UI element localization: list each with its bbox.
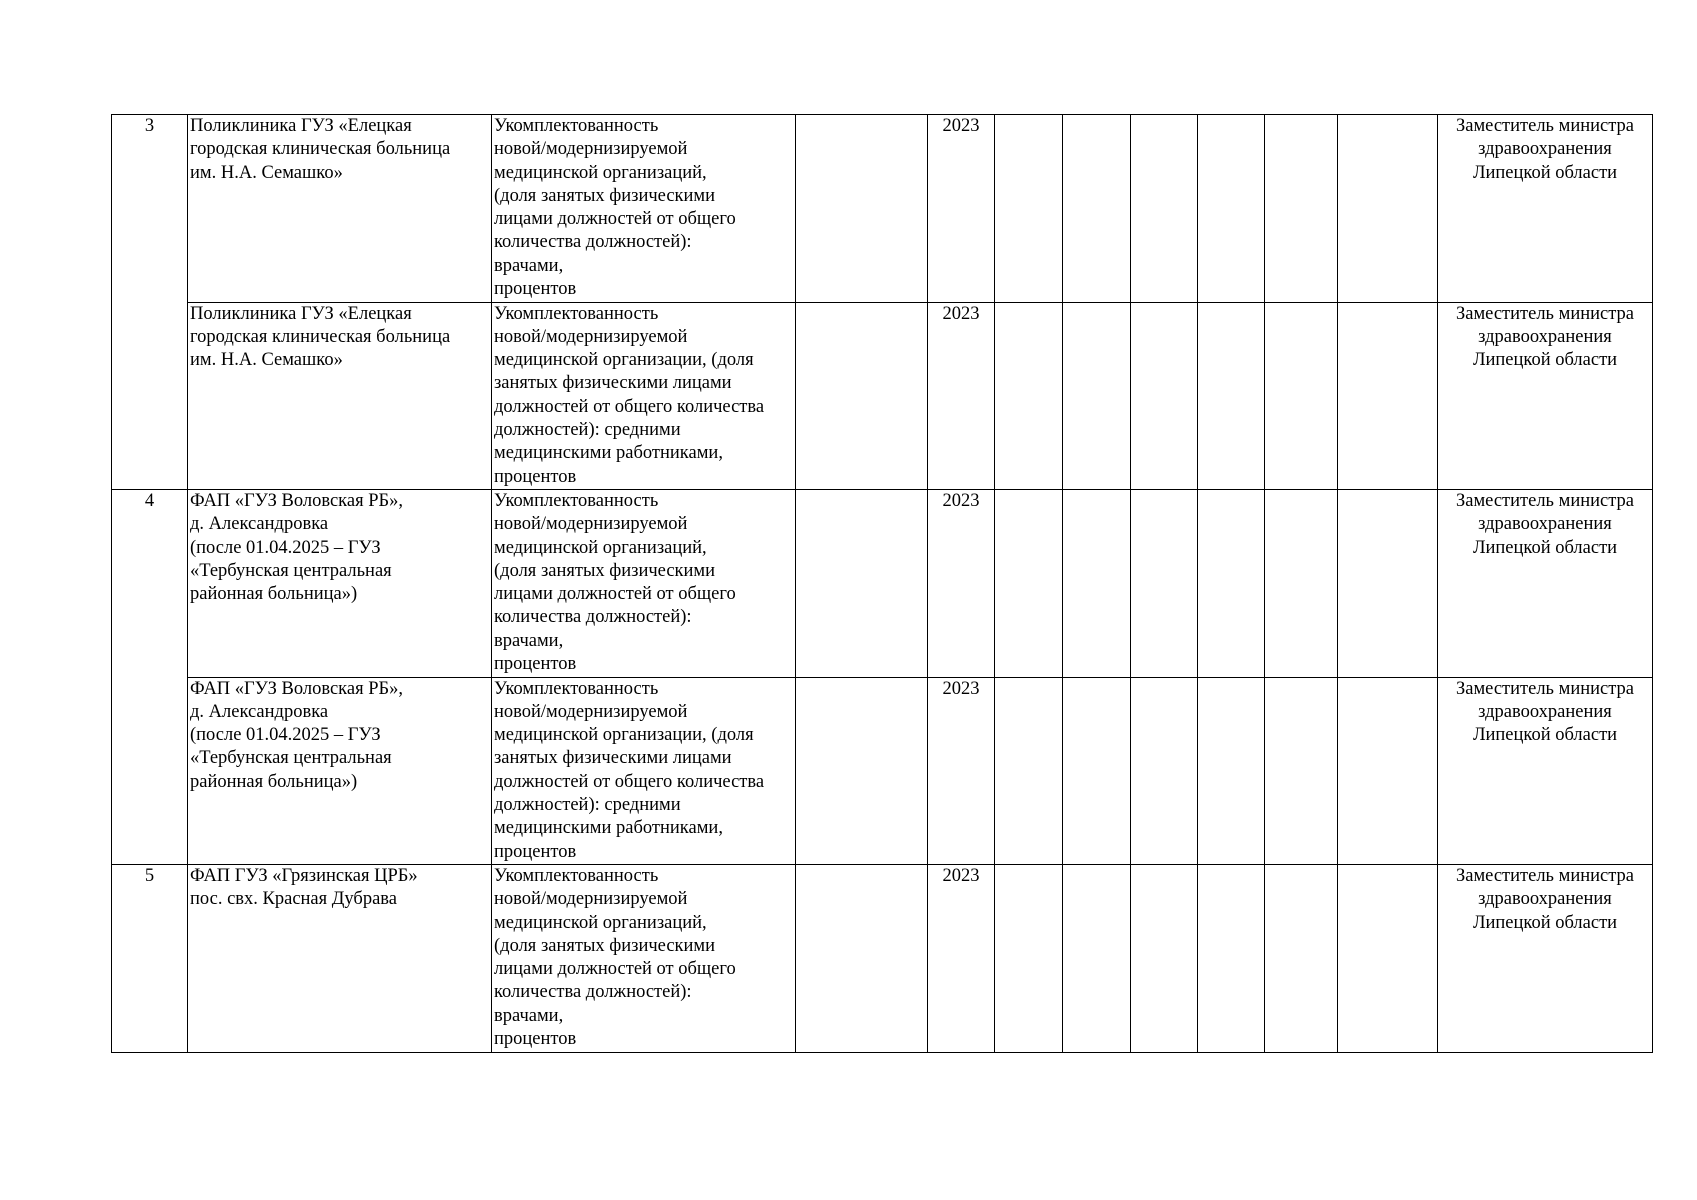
empty-cell — [1265, 490, 1338, 678]
empty-cell — [1265, 677, 1338, 865]
empty-cell — [1338, 490, 1438, 678]
indicator-cell: Укомплектованность новой/модернизируемой медицинской организаций, (доля занятых физическими лицами должностей от общего количества должностей): врачами, процентов — [492, 865, 796, 1053]
empty-cell — [1198, 865, 1265, 1053]
empty-cell — [995, 490, 1063, 678]
indicator-cell: Укомплектованность новой/модернизируемой медицинской организаций, (доля занятых физическими лицами должностей от общего количества должностей): врачами, процентов — [492, 115, 796, 303]
empty-cell — [796, 302, 928, 490]
responsible-cell: Заместитель министра здравоохранения Липецкой области — [1438, 865, 1653, 1053]
indicator-cell: Укомплектованность новой/модернизируемой медицинской организации, (доля занятых физическими лицами должностей от общего количества должностей): средними медицинскими работниками, процентов — [492, 677, 796, 865]
empty-cell — [1198, 677, 1265, 865]
empty-cell — [1265, 115, 1338, 303]
indicator-cell: Укомплектованность новой/модернизируемой медицинской организации, (доля занятых физическими лицами должностей от общего количества должностей): средними медицинскими работниками, процентов — [492, 302, 796, 490]
table-row — [112, 115, 1653, 303]
empty-cell — [1063, 115, 1131, 303]
empty-cell — [1131, 677, 1198, 865]
empty-cell — [796, 115, 928, 303]
empty-cell — [1338, 115, 1438, 303]
empty-cell — [1131, 490, 1198, 678]
table-row — [112, 302, 1653, 490]
year-cell: 2023 — [928, 865, 995, 1053]
responsible-cell: Заместитель министра здравоохранения Липецкой области — [1438, 677, 1653, 865]
year-cell: 2023 — [928, 302, 995, 490]
indicator-cell: Укомплектованность новой/модернизируемой медицинской организаций, (доля занятых физическими лицами должностей от общего количества должностей): врачами, процентов — [492, 490, 796, 678]
organization-cell: ФАП «ГУЗ Воловская РБ», д. Александровка (после 01.04.2025 – ГУЗ «Тербунская центральная районная больница») — [188, 490, 492, 678]
empty-cell — [1198, 302, 1265, 490]
row-number-cell: 4 — [112, 490, 188, 865]
responsible-cell: Заместитель министра здравоохранения Липецкой области — [1438, 115, 1653, 303]
table-row — [112, 865, 1653, 1053]
responsible-cell: Заместитель министра здравоохранения Липецкой области — [1438, 302, 1653, 490]
empty-cell — [1338, 677, 1438, 865]
organization-cell: ФАП ГУЗ «Грязинская ЦРБ» пос. свх. Красная Дубрава — [188, 865, 492, 1053]
empty-cell — [1198, 490, 1265, 678]
empty-cell — [1338, 865, 1438, 1053]
empty-cell — [1063, 865, 1131, 1053]
organization-cell: Поликлиника ГУЗ «Елецкая городская клиническая больница им. Н.А. Семашко» — [188, 115, 492, 303]
empty-cell — [995, 865, 1063, 1053]
empty-cell — [1131, 865, 1198, 1053]
empty-cell — [796, 865, 928, 1053]
table-row — [112, 490, 1653, 678]
empty-cell — [1131, 302, 1198, 490]
empty-cell — [1265, 865, 1338, 1053]
year-cell: 2023 — [928, 490, 995, 678]
empty-cell — [1265, 302, 1338, 490]
empty-cell — [796, 490, 928, 678]
empty-cell — [995, 302, 1063, 490]
empty-cell — [796, 677, 928, 865]
organization-cell: ФАП «ГУЗ Воловская РБ», д. Александровка (после 01.04.2025 – ГУЗ «Тербунская центральная районная больница») — [188, 677, 492, 865]
year-cell: 2023 — [928, 115, 995, 303]
row-number-cell: 3 — [112, 115, 188, 490]
year-cell: 2023 — [928, 677, 995, 865]
organization-cell: Поликлиника ГУЗ «Елецкая городская клиническая больница им. Н.А. Семашко» — [188, 302, 492, 490]
empty-cell — [1131, 115, 1198, 303]
table-row — [112, 677, 1653, 865]
empty-cell — [1063, 490, 1131, 678]
empty-cell — [995, 677, 1063, 865]
indicators-table — [111, 114, 1653, 1053]
empty-cell — [1198, 115, 1265, 303]
responsible-cell: Заместитель министра здравоохранения Липецкой области — [1438, 490, 1653, 678]
empty-cell — [1063, 302, 1131, 490]
empty-cell — [1063, 677, 1131, 865]
row-number-cell: 5 — [112, 865, 188, 1053]
empty-cell — [1338, 302, 1438, 490]
empty-cell — [995, 115, 1063, 303]
